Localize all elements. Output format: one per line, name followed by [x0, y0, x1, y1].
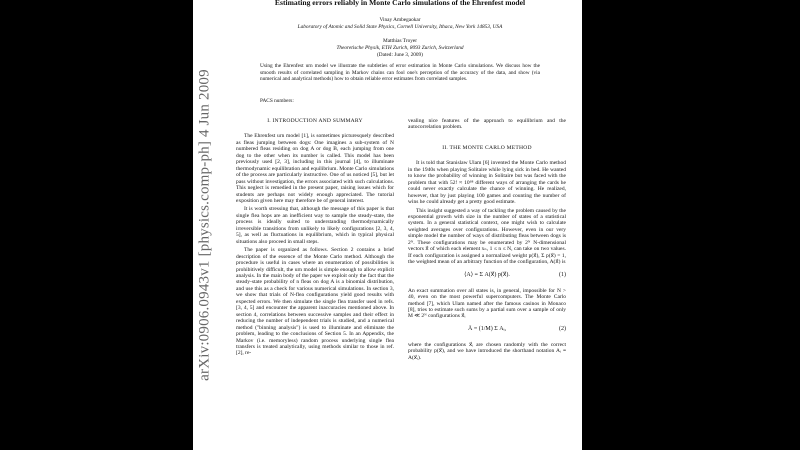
paragraph: This insight suggested a way of tackling the problem caused by the exponential growth with size in the number of states of a statistical system. In a general statistical context, one might wish to calculate weighted averages over configurations. However, even in our very simple model the number of ways of distributing fleas between dogs is 2ᴺ. These configurations may be enumerated by 2ᴺ N-dimensional vectors x⃗ of which each element xₙ, 1 ≤ n ≤ N, can take on two values. If each configuration is assigned a normalized weight p(x⃗), Σ p(x⃗) = 1, the weighted mean of an arbitrary function of the configuration, A(x⃗) is: [408, 207, 566, 266]
author-name: Vinay Ambegaokar: [379, 17, 421, 23]
paragraph: An exact summation over all states is, in general, impossible for N > 40, even on the most powerful supercomputers. The Monte Carlo method [7], which Ulam named after the famous casinos in Monaco [8], tries to estimate such sums by a partial sum over a sample of only M ≪ 2ᴺ configurations x⃗ᵢ: [408, 287, 566, 320]
paragraph: It is worth stressing that, although the message of this paper is that single flea hops are an inefficient way to sample the steady-state, the process is ideally suited to understanding thermodynamically irreversible transitions from unlikely to likely configurations [2, 3, 4, 5], as well as fluctuations in equilibrium, which in typical physical situations also proceed in small steps.: [236, 206, 394, 245]
right-column: [408, 118, 566, 361]
paragraph: It is told that Stanislaw Ulam [6] invented the Monte Carlo method in the 1940s when playing Solitaire while lying sick in bed. He wanted to know the probability of winning in Solitaire but was faced with the problem that with 52! ≈ 10⁶⁸ different ways of arranging the cards he could never exactly calculate the chance of winning. He realized, however, that by just playing 100 games and counting the number of wins he could already get a pretty good estimate.: [408, 160, 566, 206]
abstract: Using the Ehrenfest urn model we illustrate the subtleties of error estimation in Monte Carlo simulations. We discuss how the smooth results of correlated sampling in Markov chains can fool one's perception of the accuracy of the data, and show (via numerical and analytical methods) how to obtain reliable error estimates from correlated samples.: [260, 63, 540, 82]
author-affiliation: Laboratory of Atomic and Solid State Physics, Cornell University, Ithaca, New York 14853, USA: [297, 24, 503, 30]
arxiv-identifier: arXiv:0906.0943v1 [physics.comp-ph] 4 Jun 2009: [196, 69, 213, 381]
equation-body: Ā = (1/M) Σ Aᵢ,: [467, 325, 507, 332]
paragraph: vealing nice features of the approach to equilibrium and the autocorrelation problem.: [408, 118, 566, 131]
equation-number: (1): [559, 271, 566, 278]
section-heading: II. THE MONTE CARLO METHOD: [442, 144, 532, 151]
author-name: Matthias Troyer: [383, 38, 417, 44]
equation: [408, 324, 566, 337]
pacs-numbers: PACS numbers:: [260, 98, 294, 104]
equation-number: (2): [559, 325, 566, 332]
paragraph: The paper is organized as follows. Section 2 contains a brief description of the essence of the Monte Carlo method. Although the procedure is useful in cases where an enumeration of possibilities is prohibitively difficult, the urn model is simple enough to allow explicit analysis. In the main body of the paper we exploit only the fact that the steady-state probability of n fleas on dog A is a binomial distribution, and use this as a check for various numerical simulations. In section 3, we show that trials of N-flea configurations yield good results with expected errors. We then simulate the single flea transfer used in refs.[3, 4, 5] and encounter the apparent inaccuracies mentioned above. In section 4, correlations between successive samples and their effect in reducing the number of independent trials is studied, and a numerical method ("binning analysis") is used to illuminate and eliminate the problem, leading to the conclusions of Section 5. In an Appendix, the Markov (i.e. memoryless) random process underlying single flea transfers is treated analytically, using methods similar to those in ref.[2], re-: [236, 247, 394, 357]
equation: [408, 270, 566, 283]
left-column: [236, 118, 394, 357]
paper-page: [218, 0, 582, 450]
date-line: (Dated: June 3, 2009): [377, 52, 423, 58]
section-heading: I. INTRODUCTION AND SUMMARY: [267, 118, 363, 124]
author-affiliation: Theoretische Physik, ETH Zurich, 8093 Zurich, Switzerland: [336, 45, 464, 51]
paragraph: where the configurations x⃗ᵢ are chosen randomly with the correct probability p(x⃗), and we have introduced the shorthand notation Aᵢ ≡ A(x⃗ᵢ).: [408, 341, 566, 361]
paragraph: The Ehrenfest urn model [1], is sometimes picturesquely described as fleas jumping between dogs: One imagines a sub-system of N numbered fleas residing on dog A or dog B, each jumping from one dog to the other when its number is called. This model has been previously used [2, 3], including in this journal [4], to illuminate thermodynamic equilibration and equilibrium. Monte Carlo simulations of the process are particularly instructive. One of us noticed [5], but let pass without investigation, the errors associated with such calculations. This neglect is remedied in the present paper, raising issues which for students are perhaps not widely enough appreciated. The tutorial exposition given here may therefore be of general interest.: [236, 133, 394, 204]
equation-body: ⟨A⟩ ≡ Σ A(x⃗) p(x⃗).: [464, 271, 510, 278]
paper-title: Estimating errors reliably in Monte Carlo simulations of the Ehrenfest model: [274, 0, 526, 7]
